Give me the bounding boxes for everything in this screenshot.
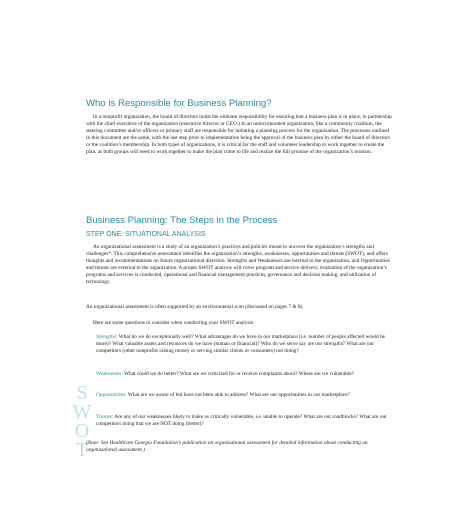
environmental-scan-paragraph: An organizational assessment is often supported by an environmental scan (discussed on pages 7 & 8). [86,304,304,310]
threats-term: Threats: [96,414,114,420]
responsibility-text: In a nonprofit organization, the board of directors holds the ultimate responsibility for ensuring that a business plan is in place, in partnership with the chief executive of the organization (executive director or CEO.) In an unincorporated organization, like a community coalition, the steering committee and/or officers or primary staff are responsible for initiating a planning process for the organization. The processes outlined in this document are the same, with the last step prior to implementation being the approval of the business plan by either the board of directors or the coalition’s membership. In both types of organizations, it is critical for the staff and volunteer leadership to work together to create the plan, as both groups will need to work together to make the plan come to life and realize the full promise of the organization’s mission. [86,114,392,156]
strengths-text: What do we do exceptionally well? What advantages do we have in our marketplace (i.e. number of people affected would be more)? What valuable assets and resources do we have (human or financial)? Who do we serve say are our strengths? What are our competitors (other nonprofits raising money or serving similar clients or consumers) not doing? [96,334,386,355]
assessment-paragraph [86,244,394,287]
swot-letter-w: W [72,401,92,423]
weaknesses-term: Weaknesses: [96,371,123,377]
swot-letter-t: T [75,439,89,461]
opportunities-term: Opportunities: [96,392,127,398]
footnote: (Note: See Healthcare Georgia Foundation’s publication on organizational assessment for detailed information about conducting an organizational assessment.) [86,440,368,454]
strengths-term: Strengths: [96,334,118,340]
swot-letter-o: O [74,420,90,442]
swot-intro-paragraph [86,320,394,327]
opportunities-text: What are we aware of but have not been able to address? What are our opportunities in our marketplace? [126,392,350,398]
swot-weaknesses [96,371,396,378]
assessment-text: An organizational assessment is a study of an organization’s practices and policies meant to uncover the organization’s strengths and challenges*. This comprehensive assessment identifies the organization’s strengths, weaknesses, opportunities and threats (SWOT), and offers thoughts and recommendations on future organizational direction. Strengths and Weaknesses are internal to the organization, and Opportunities and threats are external to the organization. A proper SWOT analysis will cover program and service delivery, evaluation of the organization’s programs and services is conducted, operational and financial management practices, governance and decision making, and utilization of technology. [86,244,390,286]
weaknesses-text: What could we do better? What are we criticized for or receive complaints about? Where are we vulnerable? [122,371,355,377]
swot-threats [96,414,396,428]
section-heading-steps: Business Planning: The Steps in the Process [86,215,278,226]
threats-text: Are any of our weaknesses likely to make us critically vulnerable, i.e. unable to operate? What are our roadblocks? What are our competitors doing that we are NOT doing (better)? [96,414,387,428]
responsibility-paragraph [86,114,394,157]
swot-intro-text: Here are some questions to consider when conducting your SWOT analysis: [93,320,255,326]
step-one-label: STEP ONE: SITUATIONAL ANALYSIS [86,231,206,238]
section-heading-responsibility: Who is Responsible for Business Planning? [86,98,272,109]
swot-strengths [96,334,396,355]
swot-opportunities [96,392,396,399]
swot-letter-s: S [76,382,88,404]
